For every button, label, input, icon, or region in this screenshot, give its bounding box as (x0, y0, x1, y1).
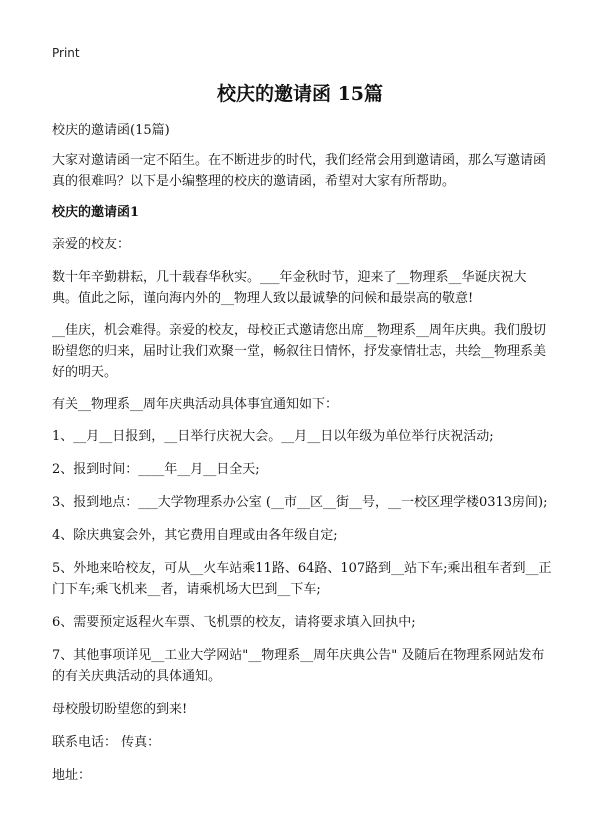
list-item: 4、除庆典宴会外，其它费用自理或由各年级自定; (52, 528, 338, 543)
list-item: 1、__月__日报到，__日举行庆祝大会。__月__日以年级为单位举行庆祝活动; (52, 429, 494, 444)
page-title: 校庆的邀请函 15篇 (216, 83, 384, 105)
list-item: 2、报到时间：____年__月__日全天; (52, 462, 260, 477)
list-item: 6、需要预定返程火车票、飞机票的校友，请将要求填入回执中; (52, 615, 416, 630)
paragraph-notice: 有关__物理系__周年庆典活动具体事宜通知如下： (52, 397, 339, 412)
list-item: 3、报到地点：___大学物理系办公室 (__市__区__街__号，__一校区理学楼0313房间); (52, 495, 548, 510)
greeting: 亲爱的校友： (52, 237, 131, 252)
paragraph-anniversary: 数十年辛勤耕耘，几十载春华秋实。___年金秋时节，迎来了__物理系__华诞庆祝大典。值此之际，谨向海内外的__物理人致以最诚挚的问候和最崇高的敬意! (52, 270, 527, 306)
document-subtitle: 校庆的邀请函(15篇) (52, 123, 170, 138)
intro-paragraph: 大家对邀请函一定不陌生。在不断进步的时代，我们经常会用到邀请函，那么写邀请函真的很难吗？以下是小编整理的校庆的邀请函，希望对大家有所帮助。 (52, 153, 547, 189)
closing-line: 母校殷切盼望您的到来! (52, 702, 188, 717)
list-item: 7、其他事项详见__工业大学网站"__物理系__周年庆典公告" 及随后在物理系网站发布的有关庆典活动的具体通知。 (52, 648, 545, 684)
address-line: 地址： (52, 768, 92, 783)
section-title: 校庆的邀请函1 (52, 205, 140, 220)
print-label: Print (52, 46, 80, 60)
document-body (52, 120, 552, 798)
paragraph-invitation: __佳庆，机会难得。亲爱的校友，母校正式邀请您出席__物理系__周年庆典。我们殷切盼望您的归来，届时让我们欢聚一堂，畅叙往日情怀，抒发豪情壮志，共绘__物理系美好的明天。 (52, 323, 547, 380)
contact-line: 联系电话： 传真： (52, 735, 161, 750)
list-item: 5、外地来哈校友，可从__火车站乘11路、64路、107路到__站下车;乘出租车者到__正门下车;乘飞机来__者，请乘机场大巴到__下车; (52, 561, 552, 597)
